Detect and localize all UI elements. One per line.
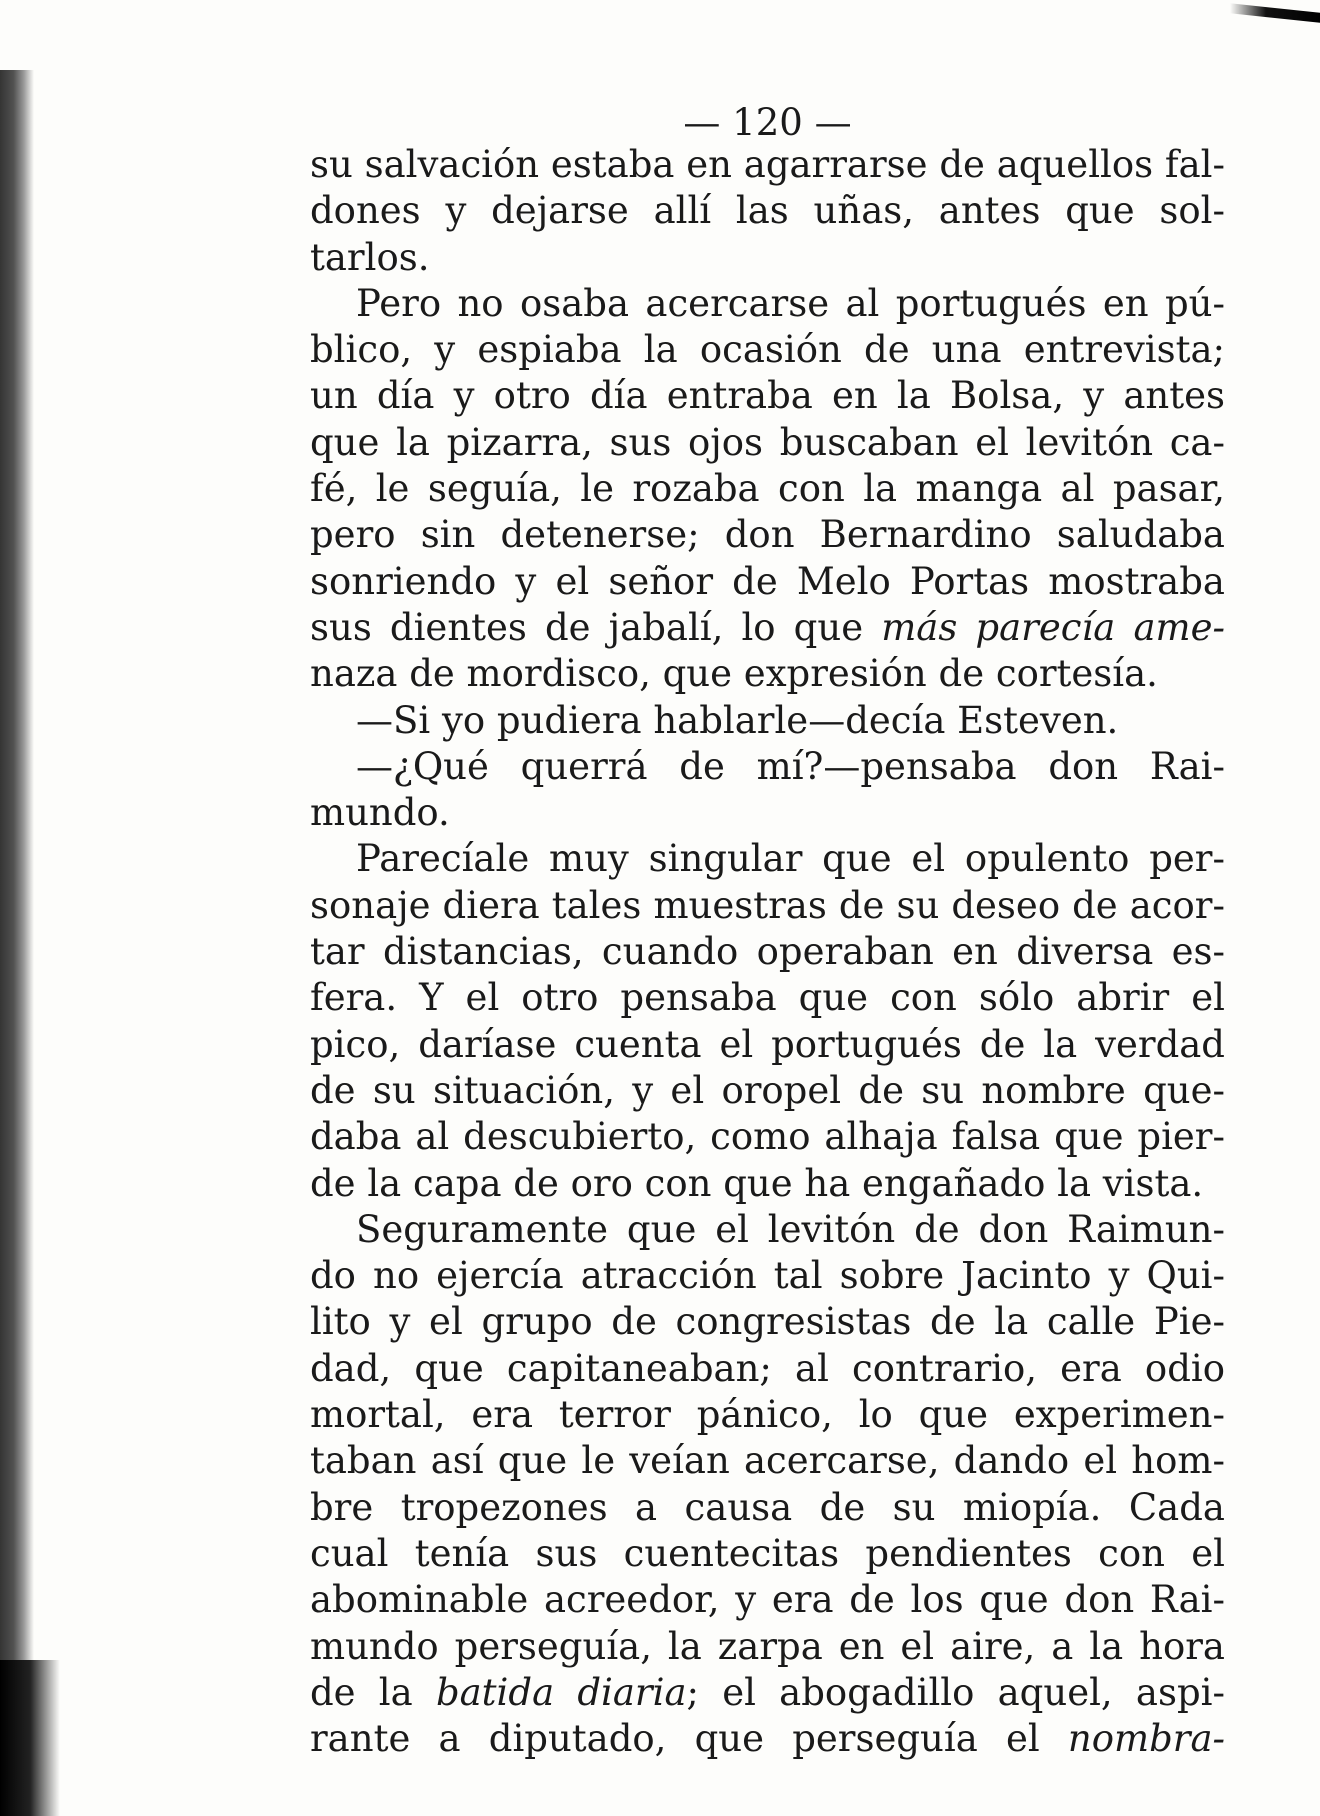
text-line: tarlos.	[310, 235, 430, 279]
text-line: de la capa de oro con que ha engañado la vista.	[310, 1161, 1204, 1205]
text-line: pero sin detenerse; don Bernardino saludaba	[310, 513, 1225, 557]
text-line: de su situación, y el oropel de su nombre que-	[310, 1068, 1225, 1112]
text-line: pico, daríase cuenta el portugués de la verdad	[310, 1022, 1225, 1066]
text-line: mundo perseguía, la zarpa en el aire, a la hora	[310, 1624, 1225, 1668]
text-line: lito y el grupo de congresistas de la calle Pie-	[310, 1300, 1225, 1344]
text-line: rante a diputado, que perseguía el nombra-	[310, 1717, 1225, 1761]
text-line: naza de mordisco, que expresión de cortesía.	[310, 652, 1158, 696]
text-line: dones y dejarse allí las uñas, antes que sol-	[310, 189, 1225, 233]
text-line: sonaje diera tales muestras de su deseo de acor-	[310, 883, 1225, 927]
book-spine-shadow	[0, 70, 34, 1816]
text-line: Seguramente que el levitón de don Raimun-	[356, 1207, 1225, 1251]
italic-segment: batida diaria	[435, 1670, 687, 1714]
italic-segment: más parecía ame-	[881, 605, 1225, 649]
text-line: bre tropezones a causa de su miopía. Cada	[310, 1485, 1225, 1529]
text-line: Parecíale muy singular que el opulento per-	[356, 837, 1225, 881]
italic-segment: nombra-	[1067, 1717, 1225, 1761]
text-line: blico, y espiaba la ocasión de una entrevista;	[310, 328, 1225, 372]
text-line: daba al descubierto, como alhaja falsa que pier-	[310, 1115, 1225, 1159]
text-line: de la batida diaria; el abogadillo aquel, aspi-	[310, 1670, 1225, 1714]
text-segment: sus dientes de jabalí, lo que	[310, 605, 882, 649]
text-line: —Si yo pudiera hablarle—decía Esteven.	[356, 698, 1119, 742]
book-spine-shadow-lower	[0, 1660, 60, 1816]
text-line: fera. Y el otro pensaba que con sólo abrir el	[310, 976, 1225, 1020]
text-line: tar distancias, cuando operaban en diversa es-	[310, 930, 1225, 974]
text-line: sonriendo y el señor de Melo Portas mostraba	[310, 559, 1225, 603]
text-line: Pero no osaba acercarse al portugués en pú-	[356, 281, 1225, 325]
text-line: mundo.	[310, 791, 450, 835]
corner-scan-mark	[1230, 3, 1320, 22]
page-number: — 120 —	[683, 101, 852, 144]
text-line: do no ejercía atracción tal sobre Jacinto y Qui-	[310, 1254, 1225, 1298]
text-line: un día y otro día entraba en la Bolsa, y antes	[310, 374, 1225, 418]
text-line	[310, 605, 1225, 651]
text-line: fé, le seguía, le rozaba con la manga al pasar,	[310, 467, 1225, 511]
text-line: su salvación estaba en agarrarse de aquellos fal-	[310, 143, 1225, 186]
text-line: —¿Qué querrá de mí?—pensaba don Rai-	[356, 744, 1225, 788]
text-line: abominable acreedor, y era de los que don Rai-	[310, 1578, 1225, 1622]
text-line: dad, que capitaneaban; al contrario, era odio	[310, 1346, 1225, 1390]
text-line: mortal, era terror pánico, lo que experimen-	[310, 1393, 1225, 1437]
text-line: cual tenía sus cuentecitas pendientes con el	[310, 1531, 1225, 1575]
text-line: taban así que le veían acercarse, dando el hom-	[310, 1439, 1225, 1483]
body-text	[310, 100, 1225, 1762]
text-line: que la pizarra, sus ojos buscaban el levitón ca-	[310, 420, 1225, 464]
